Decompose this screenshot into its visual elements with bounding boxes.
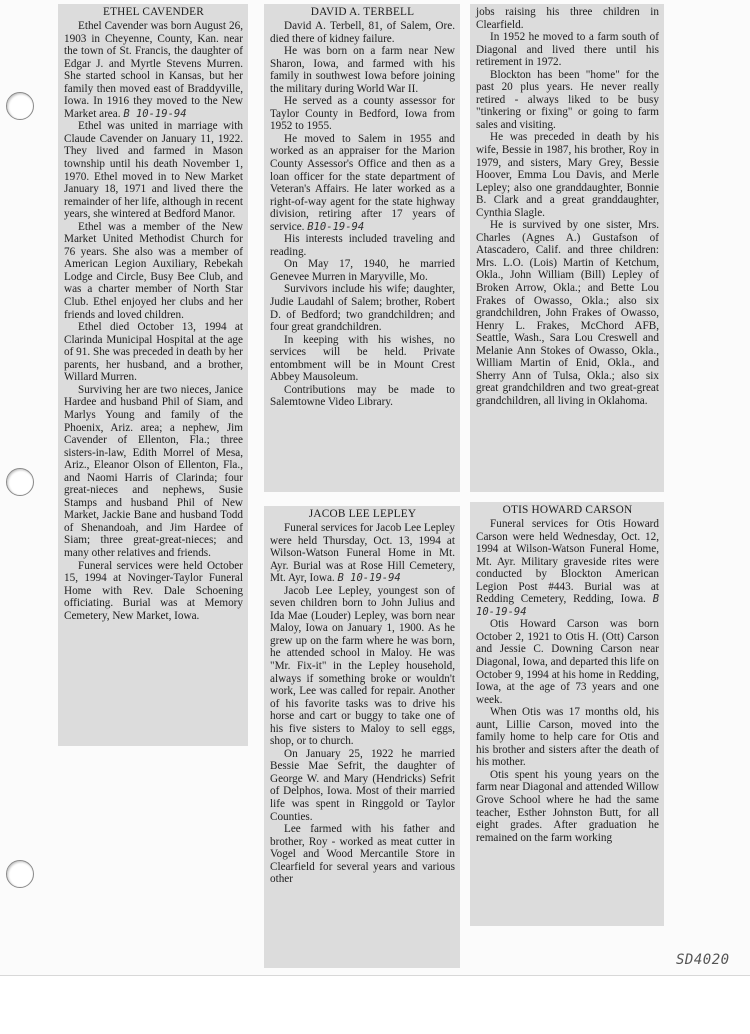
handwritten-reference: SD4020	[676, 952, 730, 968]
date-stamp: B 10-19-94	[123, 107, 187, 120]
obituary-otis-carson	[470, 502, 664, 926]
paragraph: Contributions may be made to Salemtowne Video Library.	[270, 383, 455, 409]
date-stamp: B 10-19-94	[337, 572, 401, 585]
obituary-ethel-cavender	[58, 4, 248, 746]
date-stamp: B10-19-94	[307, 220, 365, 233]
paragraph: David A. Terbell, 81, of Salem, Ore. died there of kidney failure.	[270, 20, 455, 45]
paragraph: In keeping with his wishes, no services will be held. Private entombment will be in Mount Crest Abbey Mausoleum.	[270, 333, 455, 384]
obituary-heading: JACOB LEE LEPLEY	[308, 508, 417, 520]
paragraph: Otis Howard Carson was born October 2, 1921 to Otis H. (Ott) Carson and Jessie C. Downing Carson near Diagonal, Iowa, and departed this life on October 9, 1994 at his home in Redding, Iowa, at the age of 73 years and one week.	[476, 618, 659, 706]
paragraph: His interests included traveling and reading.	[270, 233, 455, 258]
obituary-jacob-lepley	[264, 506, 460, 968]
obituary-heading: OTIS HOWARD CARSON	[502, 504, 633, 516]
paragraph: Lee farmed with his father and brother, Roy - worked as meat cutter in Vogel and Wood Mercantile Store in Clearfield for several years and various other	[270, 823, 455, 886]
paragraph: He was preceded in death by his wife, Bessie in 1987, his brother, Roy in 1979, and sisters, Mary Grey, Bessie Hoover, Emma Lou Davis, and Merle Lepley; also one granddaughter, Bonnie B. Clark and a great granddaughter, Cynthia Slagle.	[476, 131, 659, 219]
punch-hole	[6, 92, 34, 120]
paragraph: Ethel was a member of the New Market United Methodist Church for 76 years. She also was a member of American Legion Auxiliary, Rebekah Lodge and Circle, Busy Bee Club, and was a charter member of North Star Club. Ethel enjoyed her clubs and her friends and loved children.	[64, 220, 243, 321]
paragraph: On May 17, 1940, he married Genevee Murren in Maryville, Mo.	[270, 258, 455, 283]
obituary-david-terbell	[264, 4, 460, 492]
paragraph: In 1952 he moved to a farm south of Diagonal and lived there until his retirement in 1972.	[476, 31, 659, 69]
paragraph: Funeral services were held October 15, 1994 at Novinger-Taylor Funeral Home with Rev. Dale Schoening officiating. Burial was at Memory Cemetery, New Market, Iowa.	[64, 559, 243, 622]
paragraph: He moved to Salem in 1955 and worked as an appraiser for the Marion County Assessor's Office and then as a loan officer for the state department of Veteran's Affairs. He later worked as a right-of-way agent for the state highway division, retiring after 17 years of service. B10-19-94	[270, 132, 455, 233]
paragraph: On January 25, 1922 he married Bessie Mae Sefrit, the daughter of George W. and Mary (Hendricks) Sefrit of Delphos, Iowa. Most of their married life was spent in Ringgold or Taylor Counties.	[270, 747, 455, 823]
paragraph: Ethel Cavender was born August 26, 1903 in Cheyenne, County, Kan. near the town of St. Francis, the daughter of Edgar J. and Myrtle Stevens Murren. She started school in Kansas, but her family then moved east of Braddyville, Iowa. In 1916 they moved to the New Market area. B 10-19-94	[64, 20, 243, 120]
obituary-heading: DAVID A. TERBELL	[310, 6, 415, 18]
paragraph: Funeral services for Otis Howard Carson were held Wednesday, Oct. 12, 1994 at Wilson-Watson Funeral Home, Mt. Ayr. Military graveside rites were conducted by Blockton American Legion Post #443. Burial was at Redding Cemetery, Redding, Iowa. B 10-19-94	[476, 518, 660, 618]
paragraph: Ethel was united in marriage with Claude Cavender on January 11, 1922. They lived and farmed in Mason township until his death November 1, 1970. Ethel moved in to New Market January 18, 1971 and lived there the remainder of her life, although in recent years, she wintered at Bedford Manor.	[64, 120, 243, 221]
paragraph: He is survived by one sister, Mrs. Charles (Agnes A.) Gustafson of Atascadero, Calif. and three children: Mrs. L.O. (Lois) Martin of Ketchum, Okla., John William (Bill) Lepley of Broken Arrow, Okla.; and Bette Lou Frakes of Owasso, Okla.; also six grandchildren, John Frakes of Owasso, Henry L. Frakes, McChord AFB, Seattle, Wash., Sara Lou Creswell and Melanie Ann Stokes of Owasso, Okla., William Martin of Enid, Okla., and Sherry Ann of Tulsa, Okla.; also six great grandchildren and two great-great grandchildren, all living in Oklahoma.	[476, 219, 659, 407]
paragraph: Surviving her are two nieces, Janice Hardee and husband Phil of Siam, and Marlys Young and family of the Phoenix, Ariz. area; a nephew, Jim Cavender of Ellenton, Fla.; three sisters-in-law, Edith Morrel of Mesa, Ariz., Eleanor Olson of Ellenton, Fla., and Naomi Harris of Clarinda; four great-nieces and nephews, Susie Stamps and husband Phil of New Market, Jackie Bane and husband Todd of Shenandoah, and Jim Hardee of Siam; three great-great-nieces; and many other relatives and friends.	[64, 383, 243, 559]
obituary-heading: ETHEL CAVENDER	[102, 6, 204, 18]
paragraph: Survivors include his wife; daughter, Judie Laudahl of Salem; brother, Robert D. of Bedford; two grandchildren; and four great grandchildren.	[270, 283, 455, 334]
paragraph: He was born on a farm near New Sharon, Iowa, and farmed with his family in southwest Iowa before joining the military during World War II.	[270, 45, 455, 95]
paragraph: He served as a county assessor for Taylor County in Bedford, Iowa from 1952 to 1955.	[270, 95, 455, 133]
paragraph: Funeral services for Jacob Lee Lepley were held Thursday, Oct. 13, 1994 at Wilson-Watson Funeral Home in Mt. Ayr. Burial was at Rose Hill Cemetery, Mt. Ayr, Iowa. B 10-19-94	[270, 522, 455, 585]
obituary-jacob-lepley-continued	[470, 4, 664, 492]
paragraph: Ethel died October 13, 1994 at Clarinda Municipal Hospital at the age of 91. She was preceded in death by her parents, her husband, and a brother, Willard Murren.	[64, 321, 243, 384]
paragraph: jobs raising his three children in Clearfield.	[476, 6, 659, 31]
paragraph: Blockton has been "home" for the past 20 plus years. He never really retired - always liked to be busy "tinkering or fixing" or going to farm sales and visiting.	[476, 68, 659, 131]
punch-hole	[6, 468, 34, 496]
page-bottom-margin	[0, 975, 750, 1034]
paragraph: Jacob Lee Lepley, youngest son of seven children born to John Julius and Ida Mae (Louder) Lepley, was born near Maloy, Iowa on January 1, 1900. As he grew up on the farm where he was born, he attended school in Maloy. He was "Mr. Fix-it" in the Lepley household, always if something broke or wouldn't work, Lee was called for repair. Another of his favorite tasks was to drive his horse and cart or buggy to take one of his five sisters to Maloy to sell eggs, shop, or to church.	[270, 584, 455, 748]
date-stamp: B 10-19-94	[476, 593, 660, 618]
punch-hole	[6, 860, 34, 888]
paragraph: When Otis was 17 months old, his aunt, Lillie Carson, moved into the family home to help care for Otis and his brother and sisters after the death of his mother.	[476, 706, 659, 769]
paragraph: Otis spent his young years on the farm near Diagonal and attended Willow Grove School where he had the same teacher, Esther Johnston Butt, for all eight grades. After graduation he remained on the farm working	[476, 768, 659, 844]
